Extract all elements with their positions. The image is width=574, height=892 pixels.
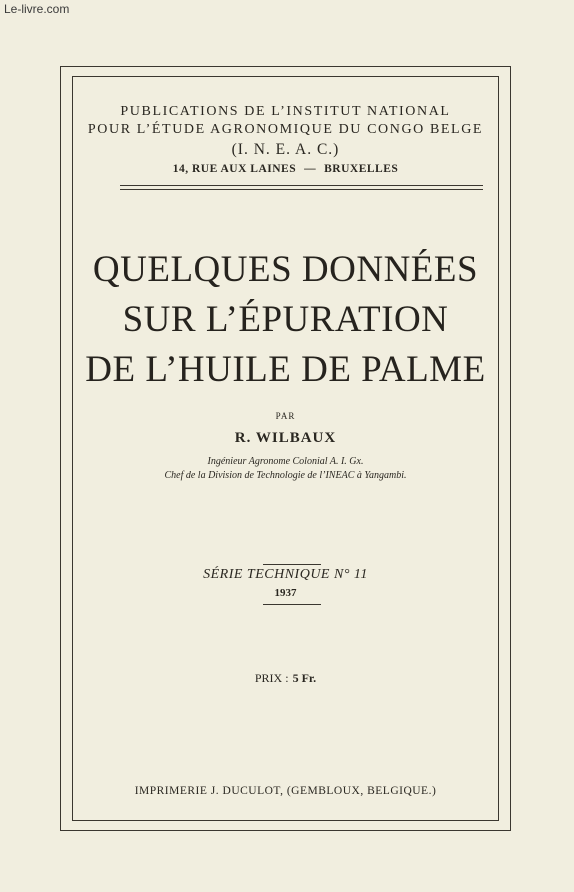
author-name: R. WILBAUX (234, 430, 337, 446)
watermark: Le-livre.com (4, 2, 70, 16)
price-label: PRIX : (254, 671, 289, 685)
series-label: SÉRIE TECHNIQUE N° 11 (203, 567, 368, 582)
author-role-2: Chef de la Division de Technologie de l’INEAC à Yangambi. (164, 470, 407, 481)
cover-frame (60, 66, 511, 831)
printer-imprint: IMPRIMERIE J. DUCULOT, (GEMBLOUX, BELGIQUE.) (134, 785, 437, 797)
publisher-line-2: POUR L’ÉTUDE AGRONOMIQUE DU CONGO BELGE (87, 122, 484, 137)
header-double-rule (120, 185, 483, 190)
price (73, 671, 498, 686)
price-amount: 5 Fr. (292, 671, 317, 685)
author-role-1: Ingénieur Agronome Colonial A. I. Gx. (207, 456, 364, 467)
series-rule-bottom (263, 604, 321, 605)
title-line-3: DE L’HUILE DE PALME (85, 349, 486, 390)
title-line-1: QUELQUES DONNÉES (92, 249, 479, 290)
cover-inner-frame (72, 76, 499, 821)
series-rule-top (263, 564, 321, 565)
publisher-address (73, 163, 498, 175)
publisher-line-1: PUBLICATIONS DE L’INSTITUT NATIONAL (120, 104, 451, 119)
publication-year: 1937 (274, 587, 297, 599)
publisher-acronym: (I. N. E. A. C.) (231, 141, 340, 158)
title-line-2: SUR L’ÉPURATION (122, 299, 449, 340)
address-street: 14, RUE AUX LAINES (172, 163, 297, 175)
address-separator: — (304, 163, 317, 175)
address-city: BRUXELLES (324, 163, 399, 175)
by-label: PAR (275, 411, 296, 421)
